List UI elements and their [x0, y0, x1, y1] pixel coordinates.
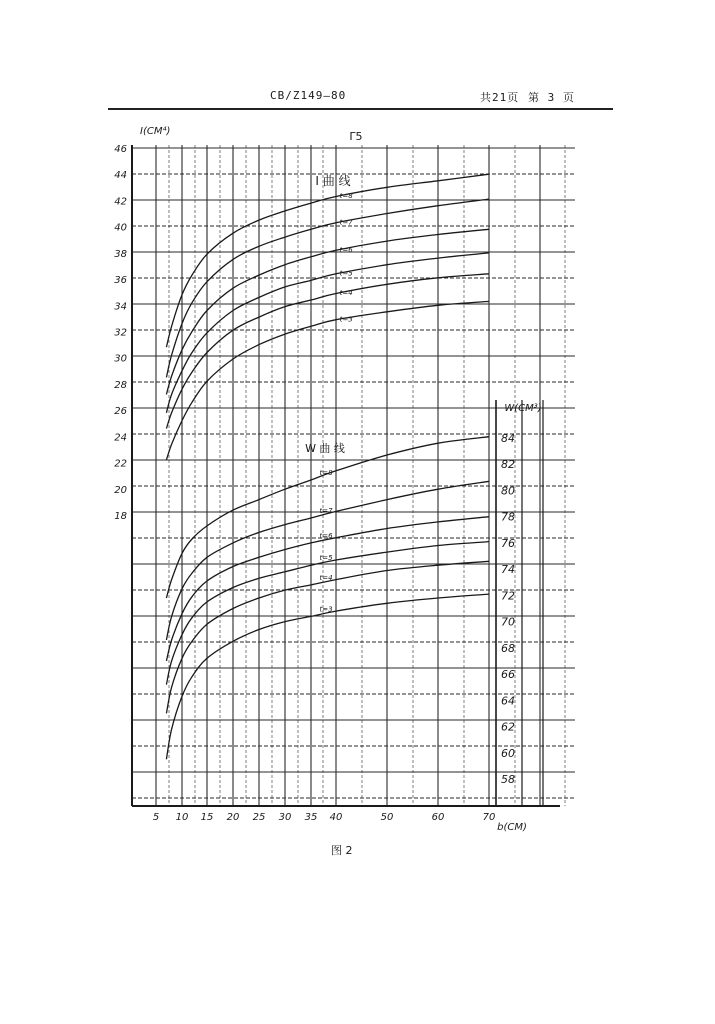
i-tick-label: 34	[114, 301, 127, 313]
i-series-label: t=5	[339, 269, 353, 278]
i-tick-label: 28	[114, 379, 127, 391]
i-tick-label: 42	[114, 196, 127, 208]
i-series-label: t=7	[339, 218, 353, 227]
x-tick-label: 15	[200, 812, 214, 823]
w-tick-label: 70	[501, 615, 515, 629]
x-tick-label: 60	[431, 812, 445, 823]
axis-layer	[132, 145, 560, 806]
i-tick-label: 46	[114, 144, 127, 155]
i-tick-label: 30	[114, 353, 127, 365]
i-tick-label: 20	[114, 484, 127, 496]
w-tick-label: 82	[501, 458, 515, 472]
w-series-label: t=8	[319, 468, 333, 477]
page-number: 第 3 页	[528, 91, 575, 104]
i-series-line-t4	[166, 274, 489, 429]
i-curve-group-label: I 曲 线	[315, 174, 351, 188]
x-tick-label: 30	[278, 812, 292, 823]
i-series-label: t=6	[339, 245, 353, 254]
w-curve-group-label: W 曲 线	[305, 442, 345, 455]
w-tick-label: 80	[501, 484, 515, 498]
i-tick-label: 44	[114, 170, 127, 182]
w-series-label: t=5	[319, 554, 333, 563]
i-tick-label: 22	[114, 458, 127, 470]
w-tick-label: 76	[501, 536, 515, 550]
x-tick-label: 70	[482, 812, 496, 823]
w-axis-label: W(CM³)	[504, 403, 542, 414]
i-tick-label: 26	[114, 406, 127, 418]
i-tick-label: 40	[114, 222, 127, 234]
w-series-label: t=3	[319, 605, 333, 614]
w-tick-label: 64	[501, 694, 515, 708]
i-series-label: t=4	[339, 289, 353, 298]
x-tick-label: 40	[329, 812, 343, 823]
w-series-label: t=7	[319, 507, 333, 516]
i-series-label: t=3	[339, 315, 353, 324]
w-tick-label: 84	[501, 432, 515, 445]
standard-code: CB/Z149—80	[270, 89, 347, 102]
x-tick-label: 5	[152, 812, 160, 823]
x-tick-label: 10	[175, 812, 189, 823]
w-series-line-t4	[166, 561, 489, 713]
w-tick-label: 62	[501, 720, 515, 734]
w-series-label: t=4	[319, 573, 333, 582]
w-tick-label: 58	[501, 773, 515, 786]
i-tick-label: 36	[114, 275, 127, 287]
i-tick-label: 32	[114, 327, 127, 339]
w-tick-label: 68	[501, 641, 515, 655]
x-tick-label: 35	[304, 812, 318, 823]
w-tick-label: 78	[501, 510, 515, 524]
i-series-line-t6	[166, 229, 489, 394]
w-tick-label: 66	[501, 668, 515, 682]
figure-caption: 图 2	[331, 844, 353, 857]
i-tick-label: 38	[114, 248, 127, 260]
w-tick-label: 72	[501, 589, 515, 603]
w-tick-label: 60	[501, 746, 515, 760]
x-axis-label: b(CM)	[497, 822, 527, 833]
x-tick-label: 50	[380, 812, 394, 823]
w-tick-label: 74	[501, 563, 515, 577]
label-layer	[114, 125, 541, 833]
curve-layer	[166, 174, 489, 759]
x-tick-label: 25	[252, 812, 266, 823]
i-tick-label: 18	[114, 511, 127, 522]
w-series-label: t=6	[319, 531, 333, 540]
figure-top-label: Γ5	[349, 130, 363, 143]
i-series-label: t=8	[339, 192, 353, 201]
i-axis-label: I(CM⁴)	[140, 126, 171, 137]
x-tick-label: 20	[226, 812, 240, 823]
page-count: 共21页	[480, 91, 520, 104]
i-tick-label: 24	[114, 432, 127, 444]
